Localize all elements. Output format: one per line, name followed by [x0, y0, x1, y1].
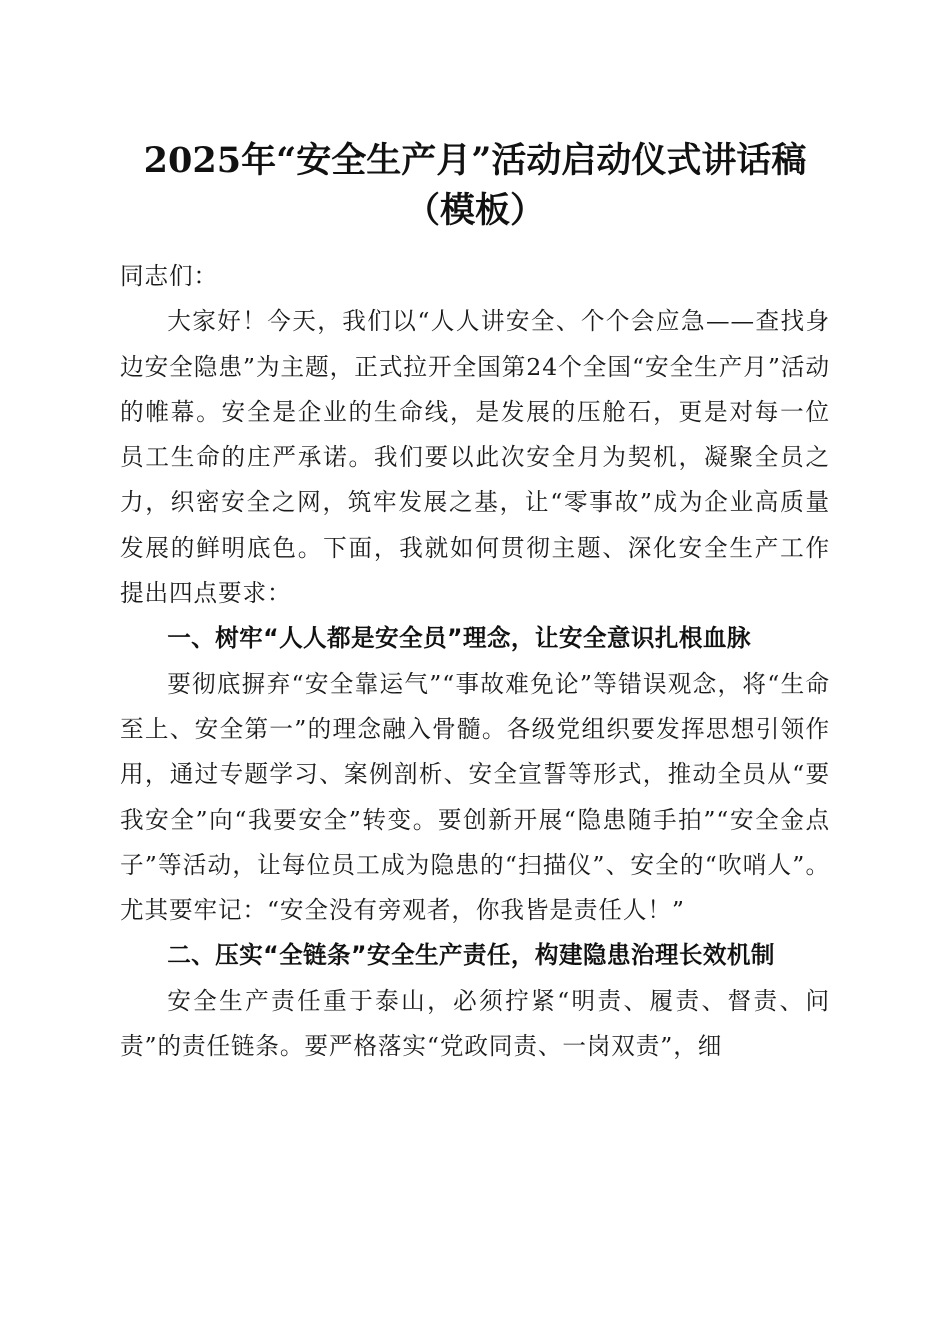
- title-line-1: 2025年“安全生产月”活动启动仪式讲话稿: [143, 140, 807, 181]
- section-heading-1: 一、树牢“人人都是安全员”理念，让安全意识扎根血脉: [167, 624, 751, 653]
- salutation: 同志们：: [120, 262, 218, 290]
- title-line-2: （模板）: [404, 190, 545, 231]
- paragraph-section-1: 要彻底摒弃“安全靠运气”“事故难免论”等错误观念，将“生命至上、安全第一”的理念融入骨髓。各级党组织要发挥思想引领作用，通过专题学习、案例剖析、安全宣誓等形式，推动全员从“要我安全”向“我要安全”转变。要创新开展“隐患随手拍”“安全金点子”等活动，让每位员工成为隐患的“扫描仪”、安全的“吹哨人”。尤其要牢记：“安全没有旁观者，你我皆是责任人！”: [120, 669, 830, 925]
- section-heading-2: 二、压实“全链条”安全生产责任，构建隐患治理长效机制: [167, 941, 775, 970]
- paragraph-section-2: 安全生产责任重于泰山，必须拧紧“明责、履责、督责、问责”的责任链条。要严格落实“党政同责、一岗双责”，细: [120, 986, 830, 1061]
- paragraph-intro: 大家好！今天，我们以“人人讲安全、个个会应急——查找身边安全隐患”为主题，正式拉开全国第24个全国“安全生产月”活动的帷幕。安全是企业的生命线，是发展的压舱石，更是对每一位员工生命的庄严承诺。我们要以此次安全月为契机，凝聚全员之力，织密安全之网，筑牢发展之基，让“零事故”成为企业高质量发展的鲜明底色。下面，我就如何贯彻主题、深化安全生产工作提出四点要求：: [120, 307, 830, 608]
- document-title: [60, 136, 890, 236]
- document-body: [120, 254, 830, 1069]
